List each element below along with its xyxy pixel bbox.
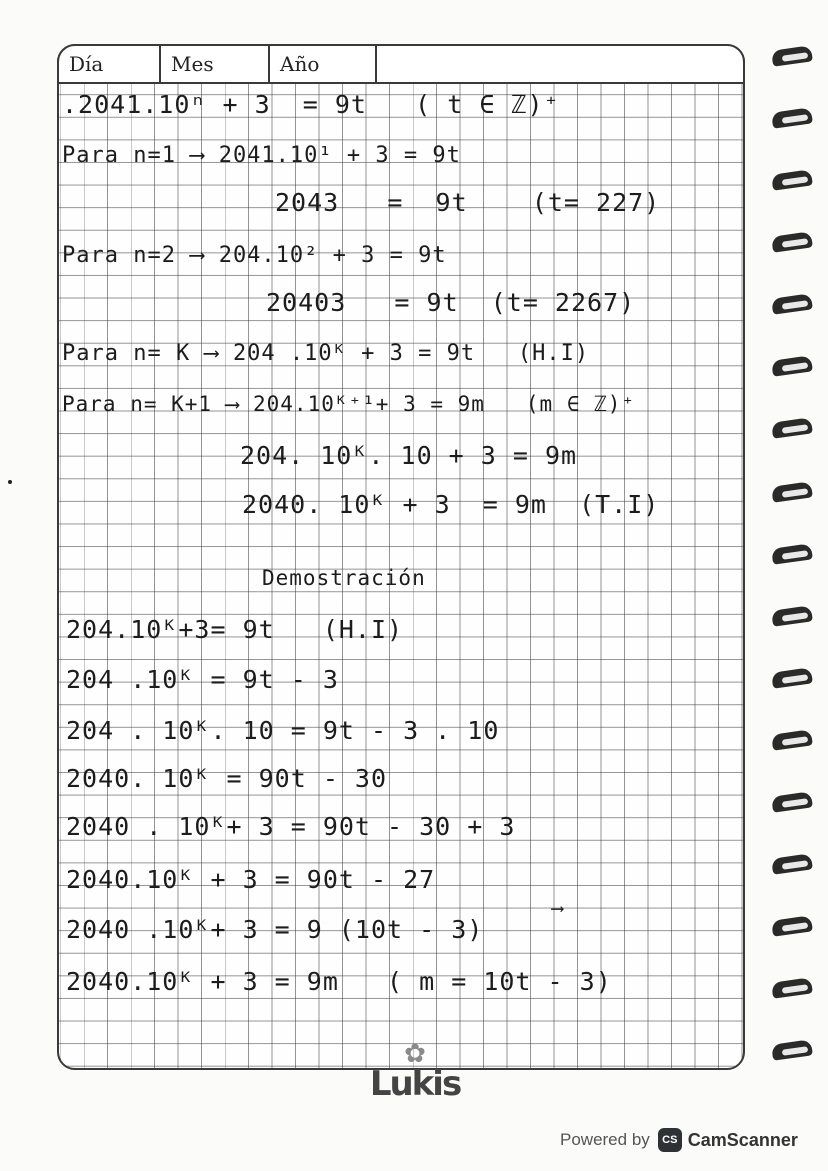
dia-cell: Día [59, 46, 161, 82]
camscanner-icon: CS [658, 1128, 682, 1152]
math-line-10: 204.10ᴷ+3= 9t (H.I) [66, 615, 404, 644]
spiral-binding-icon [768, 228, 814, 256]
spiral-binding-icon [768, 414, 814, 442]
math-line-13: 2040. 10ᴷ = 90t - 30 [66, 764, 388, 793]
spiral-binding-icon [768, 166, 814, 194]
powered-by-text: Powered by [560, 1130, 650, 1149]
ink-dot [8, 480, 12, 484]
mes-cell: Mes [161, 46, 270, 82]
spiral-binding-icon [768, 290, 814, 318]
spiral-binding-icon [768, 974, 814, 1002]
math-line-3: 2043 = 9t (t= 227) [275, 188, 661, 217]
math-line-17: 2040.10ᴷ + 3 = 9m ( m = 10t - 3) [66, 967, 612, 996]
camscanner-watermark [560, 1122, 798, 1158]
flower-icon: ✿ [404, 1039, 426, 1069]
spiral-binding-icon [768, 912, 814, 940]
math-line-12: 204 . 10ᴷ. 10 = 9t - 3 . 10 [66, 716, 500, 745]
math-line-14: 2040 . 10ᴷ+ 3 = 90t - 30 + 3 [66, 812, 516, 841]
math-line-6: Para n= K ⟶ 204 .10ᴷ + 3 = 9t (H.I) [62, 341, 590, 366]
math-line-15: 2040.10ᴷ + 3 = 90t - 27 [66, 865, 436, 894]
spiral-binding-icon [768, 850, 814, 878]
spiral-binding-icon [768, 602, 814, 630]
camscanner-badge [658, 1128, 798, 1152]
spiral-binding-icon [768, 478, 814, 506]
spiral-binding-icon [768, 352, 814, 380]
spiral-binding-icon [768, 788, 814, 816]
spiral-binding-icon [768, 726, 814, 754]
math-line-1: .2041.10ⁿ + 3 = 9t ( t ∈ ℤ)⁺ [62, 90, 560, 119]
section-title: Demostración [262, 566, 426, 590]
math-line-7: Para n= K+1 ⟶ 204.10ᴷ⁺¹+ 3 = 9m (m ∈ ℤ)⁺ [62, 392, 636, 416]
date-header [57, 44, 745, 84]
math-line-4: Para n=2 ⟶ 204.10² + 3 = 9t [62, 243, 447, 268]
math-line-2: Para n=1 ⟶ 2041.10¹ + 3 = 9t [62, 143, 461, 168]
spiral-binding-icon [768, 104, 814, 132]
spiral-binding-icon [768, 540, 814, 568]
anio-cell: Año [270, 46, 377, 82]
spiral-binding-icon [768, 42, 814, 70]
math-line-5: 20403 = 9t (t= 2267) [266, 288, 636, 317]
date-blank-cell [377, 46, 743, 82]
spiral-binding-icon [768, 664, 814, 692]
math-line-11: 204 .10ᴷ = 9t - 3 [66, 665, 339, 694]
camscanner-name: CamScanner [687, 1129, 798, 1150]
brand-logo [360, 1039, 470, 1104]
spiral-binding-icon [768, 1036, 814, 1064]
brand-name: Lukis [369, 1064, 461, 1104]
math-line-8: 204. 10ᴷ. 10 + 3 = 9m [240, 441, 578, 470]
arrow-mark: ⟶ [552, 898, 564, 919]
math-line-16: 2040 .10ᴷ+ 3 = 9 (10t - 3) [66, 915, 484, 944]
math-line-9: 2040. 10ᴷ + 3 = 9m (T.I) [242, 490, 660, 519]
